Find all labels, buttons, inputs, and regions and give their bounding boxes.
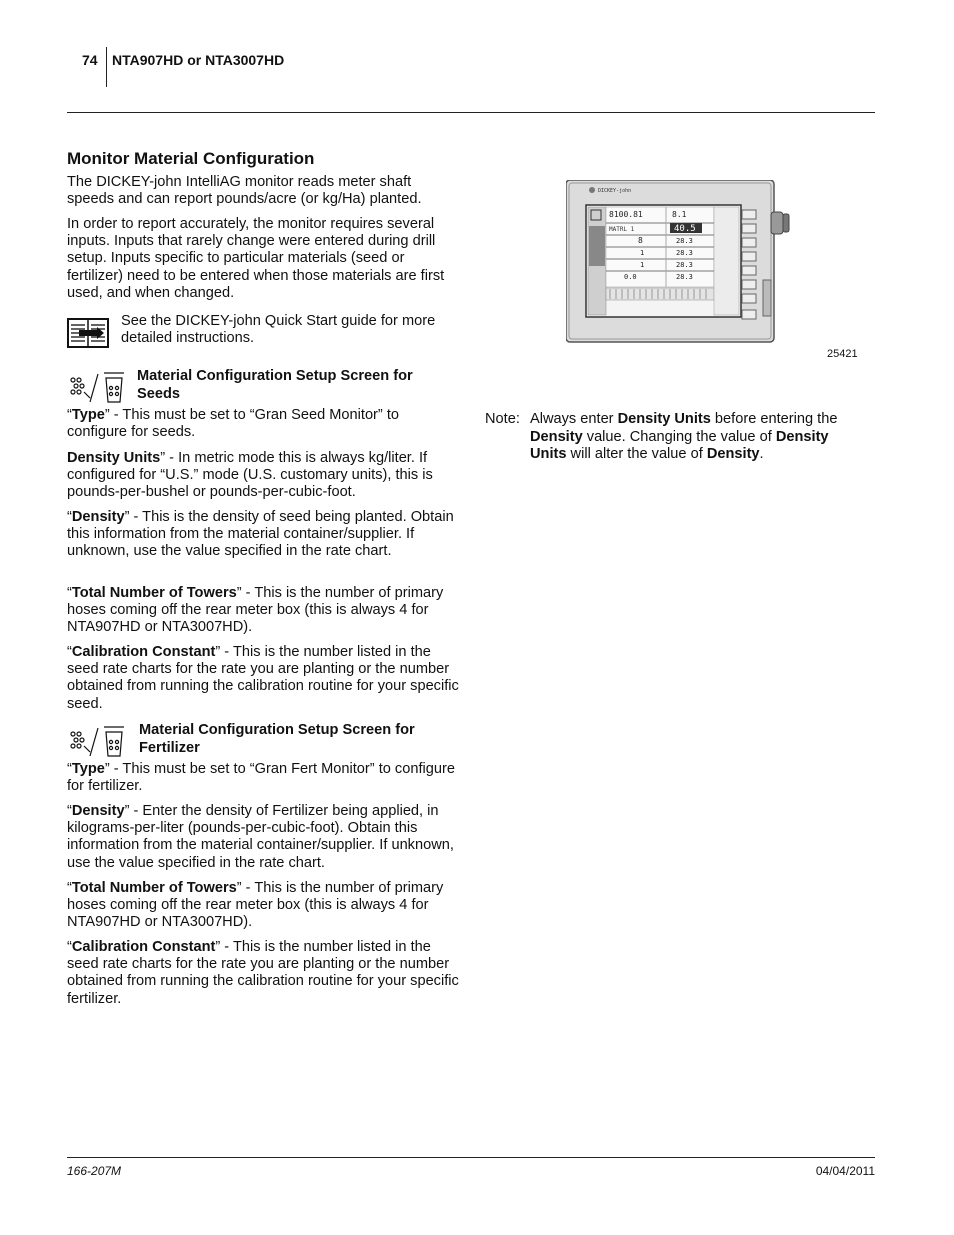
section-title: Monitor Material Configuration <box>67 149 315 168</box>
fertilizer-type-paragraph: “Type” - This must be set to “Gran Fert Monitor” to configure for fertilizer. <box>67 761 455 795</box>
monitor-brand: DICKEY-john <box>598 188 632 194</box>
readout-area: 8100.81 <box>609 210 643 219</box>
footer-date: 04/04/2011 <box>815 1164 875 1178</box>
readout-row-4-a: 0.0 <box>624 273 637 281</box>
readout-speed: 8.1 <box>672 210 687 219</box>
footer-doc-id: 166-207M <box>67 1164 122 1178</box>
header-model: NTA907HD or NTA3007HD <box>112 52 285 68</box>
readout-row-1-a: 8 <box>638 236 643 245</box>
fertilizer-density-paragraph: “Density” - Enter the density of Fertilizer being applied, in kilograms-per-liter (pounds-per-cubic-foot). Obtain this information from the material container/supplier. If unknown, use the value specified in the rate chart. <box>67 803 454 871</box>
note-label: Note: <box>485 411 520 427</box>
seeds-units-paragraph: Density Units” - In metric mode this is always kg/liter. If configured for “U.S.” mode (U.S. customary units), this is pounds-per-bushel or pounds-per-cubic-foot. <box>67 450 433 501</box>
book-icon <box>67 318 109 353</box>
header-divider <box>106 47 107 87</box>
seeds-density-paragraph: “Density” - This is the density of seed being planted. Obtain this information from the material container/supplier. If unknown, use the value specified in the rate chart. <box>67 509 454 560</box>
seed-config-icon <box>68 370 126 409</box>
header-rule <box>67 112 875 113</box>
readout-row-2-b: 28.3 <box>676 249 693 257</box>
readout-rate: 40.5 <box>674 224 696 234</box>
note-body: Always enter Density Units before entering the Density value. Changing the value of Density Units will alter the value of Density. <box>530 411 838 463</box>
page-number: 74 <box>82 52 98 68</box>
seeds-towers-paragraph: “Total Number of Towers” - This is the number of primary hoses coming off the rear meter box (this is always 4 for NTA907HD or NTA3007HD). <box>67 585 444 636</box>
readout-material: MATRL 1 <box>609 226 635 233</box>
figure-number: 25421 <box>827 348 858 360</box>
book-note-text: See the DICKEY-john Quick Start guide for more detailed instructions. <box>121 313 436 347</box>
fertilizer-calibration-paragraph: “Calibration Constant” - This is the number listed in the seed rate charts for the rate you are planting or the number obtained from running the calibration routine for your specific fertilizer. <box>67 939 459 1007</box>
fertilizer-towers-paragraph: “Total Number of Towers” - This is the number of primary hoses coming off the rear meter box (this is always 4 for NTA907HD or NTA3007HD). <box>67 880 444 931</box>
readout-row-1-b: 28.3 <box>676 237 693 245</box>
seeds-heading: Material Configuration Setup Screen for Seeds <box>137 368 413 402</box>
seeds-calibration-paragraph: “Calibration Constant” - This is the number listed in the seed rate charts for the rate you are planting or the number obtained from running the calibration routine for your specific seed. <box>67 644 459 712</box>
intro-paragraph-2: In order to report accurately, the monitor requires several inputs. Inputs that rarely change were entered during drill setup. Inputs specific to particular materials (seed or fertilizer) need to be entered when those materials are first used, and when changed. <box>67 216 445 301</box>
readout-row-2-a: 1 <box>640 249 645 257</box>
seeds-type-paragraph: “Type” - This must be set to “Gran Seed Monitor” to configure for seeds. <box>67 407 400 441</box>
monitor-photo <box>566 180 794 350</box>
readout-row-4-b: 28.3 <box>676 273 693 281</box>
fertilizer-config-icon <box>68 724 126 763</box>
readout-row-3-a: 1 <box>640 261 645 269</box>
intro-paragraph-1: The DICKEY-john IntelliAG monitor reads meter shaft speeds and can report pounds/acre (or kg/Ha) planted. <box>67 174 422 208</box>
readout-row-3-b: 28.3 <box>676 261 693 269</box>
footer-rule <box>67 1157 875 1158</box>
fertilizer-heading: Material Configuration Setup Screen for Fertilizer <box>139 722 415 756</box>
